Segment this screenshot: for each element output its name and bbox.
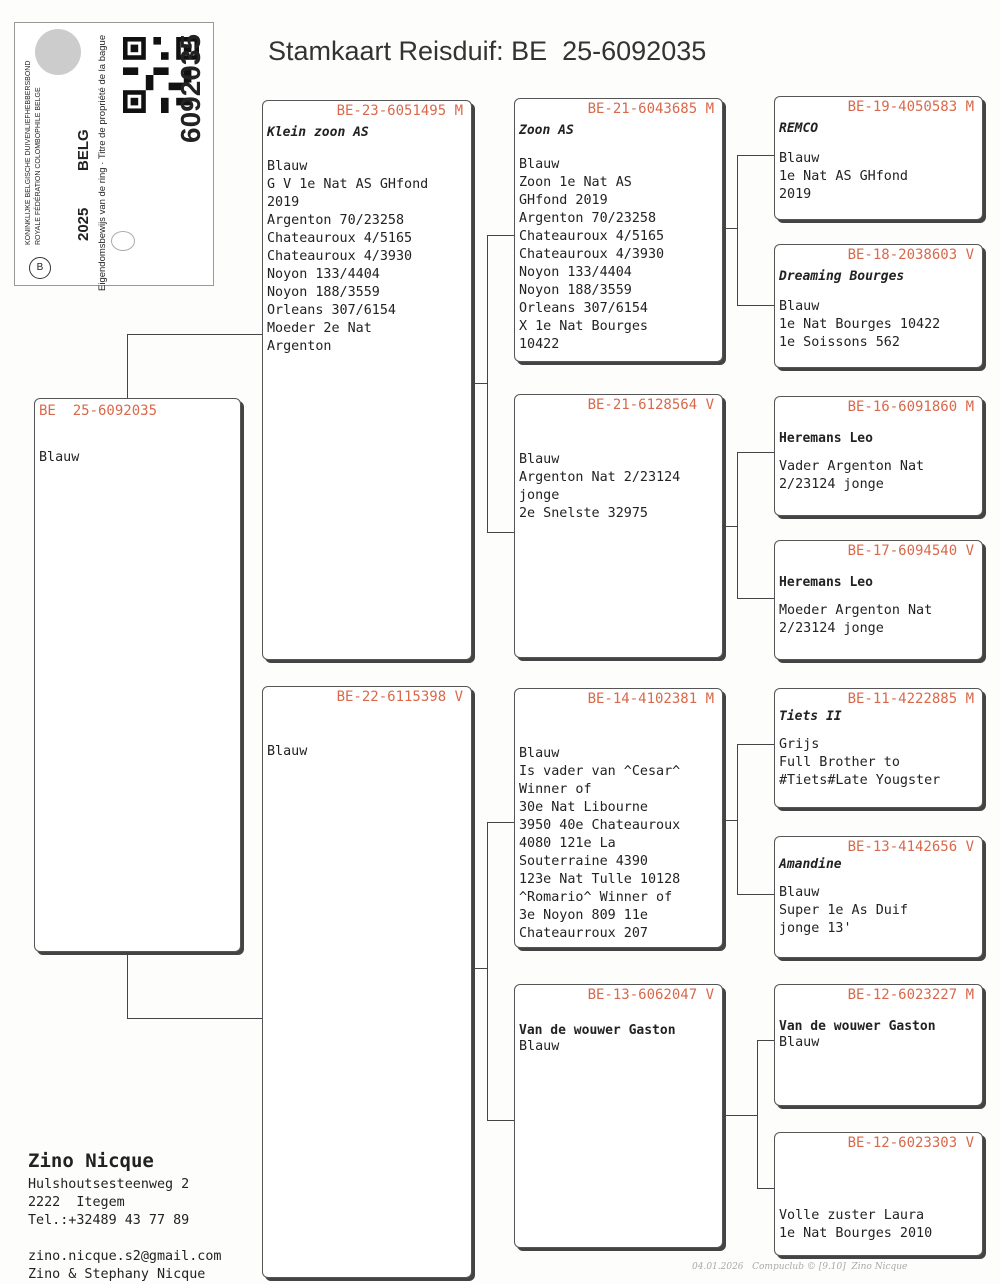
connector: [737, 155, 738, 305]
pigeon-card-sire-dam[interactable]: [514, 394, 723, 658]
connector: [127, 334, 128, 398]
pigeon-description: Blauw 1e Nat Bourges 10422 1e Soissons 562: [779, 299, 941, 350]
connector: [737, 452, 738, 598]
ring-number: BE-22-6115398 V: [336, 689, 463, 705]
pigeon-card-dam[interactable]: [262, 686, 472, 1278]
pigeon-card-sdd[interactable]: [774, 540, 983, 660]
pigeon-name: REMCO: [779, 121, 819, 136]
federation-emblem-icon: [35, 29, 81, 75]
pigeon-name: Tiets II: [779, 709, 842, 724]
connector: [472, 383, 487, 384]
connector: [757, 1188, 774, 1189]
ring-number: BE-21-6128564 V: [587, 397, 714, 413]
connector: [487, 235, 515, 236]
pigeon-description: Blauw Is vader van ^Cesar^ Winner of 30e Nat Libourne 3950 40e Chateauroux 4080 121e La Souterraine 4390 123e Nat Tulle 10128 ^Romario^ Winner of 3e Noyon 809 11e Chateaurroux 207: [519, 746, 681, 941]
connector: [723, 526, 737, 527]
owner-name: Zino Nicque: [28, 1150, 154, 1172]
page-title: Stamkaart Reisduif: BE 25-6092035: [268, 36, 707, 66]
pigeon-card-ssd[interactable]: [774, 244, 983, 368]
connector: [737, 894, 774, 895]
pigeon-name: Van de wouwer Gaston: [519, 1023, 676, 1038]
connector: [487, 822, 515, 823]
connector: [737, 744, 738, 894]
pigeon-description: Blauw: [519, 1039, 560, 1054]
pigeon-description: Blauw Argenton Nat 2/23124 jonge 2e Snelste 32975: [519, 452, 681, 521]
pigeon-card-ddd[interactable]: [774, 1132, 983, 1256]
ring-number: BE-14-4102381 M: [587, 691, 714, 707]
ring-country: BELG: [75, 129, 92, 171]
pigeon-card-subject[interactable]: [34, 398, 241, 952]
connector: [127, 952, 128, 1018]
connector: [487, 822, 488, 1120]
connector: [472, 968, 487, 969]
ring-hole: [111, 231, 135, 251]
connector: [723, 228, 737, 229]
ring-number: BE-23-6051495 M: [336, 103, 463, 119]
pigeon-card-dds[interactable]: [774, 984, 983, 1106]
pigeon-description: Blauw Zoon 1e Nat AS GHfond 2019 Argenton 70/23258 Chateauroux 4/5165 Chateauroux 4/3930 Noyon 133/4404 Noyon 188/3559 Orleans 307/6154 X 1e Nat Bourges 10422: [519, 157, 665, 352]
ring-tag: [14, 22, 214, 291]
ring-property-text: Eigendomsbewijs van de ring · Titre de propriété de la bague: [97, 34, 108, 291]
pigeon-card-sire-sire[interactable]: [514, 98, 723, 362]
footer-stamp: 04.01.2026 Compuclub © [9.10] Zino Nicque: [692, 1262, 908, 1272]
connector: [737, 305, 774, 306]
pigeon-card-dam-dam[interactable]: [514, 984, 723, 1248]
ring-number: BE-13-6062047 V: [587, 987, 714, 1003]
owner-city: 2222 Itegem: [28, 1195, 125, 1210]
connector: [487, 235, 488, 532]
pigeon-name: Klein zoon AS: [267, 125, 369, 140]
pigeon-description: Blauw Super 1e As Duif jonge 13': [779, 885, 908, 936]
connector: [487, 532, 515, 533]
federation-logo-icon: B: [29, 257, 51, 279]
pigeon-card-dam-sire[interactable]: [514, 688, 723, 948]
ring-number: BE-16-6091860 M: [847, 399, 974, 415]
connector: [737, 744, 774, 745]
pigeon-name: Zoon AS: [519, 123, 574, 138]
pigeon-description: Blauw G V 1e Nat AS GHfond 2019 Argenton 70/23258 Chateauroux 4/5165 Chateauroux 4/3930 Noyon 133/4404 Noyon 188/3559 Orleans 307/6154 Moeder 2e Nat Argenton: [267, 159, 429, 354]
pigeon-description: Volle zuster Laura 1e Nat Bourges 2010: [779, 1208, 933, 1241]
ring-number: BE-19-4050583 M: [847, 99, 974, 115]
owner-street: Hulshoutsesteenweg 2: [28, 1177, 190, 1192]
pigeon-card-dss[interactable]: [774, 688, 983, 808]
pigeon-card-dsd[interactable]: [774, 836, 983, 958]
connector: [127, 334, 264, 335]
pigeon-name: Dreaming Bourges: [779, 269, 905, 284]
pigeon-name: Amandine: [779, 857, 842, 872]
ring-number: BE-13-4142656 V: [847, 839, 974, 855]
ring-number: BE 25-6092035: [39, 403, 158, 419]
pigeon-description: Vader Argenton Nat 2/23124 jonge: [779, 459, 925, 492]
ring-number: BE-12-6023303 V: [847, 1135, 974, 1151]
ring-number: BE-11-4222885 M: [847, 691, 974, 707]
pigeon-card-sss[interactable]: [774, 96, 983, 220]
federation-name-nl: KONINKLIJKE BELGISCHE DUIVENLIEFHEBBERSBOND: [25, 60, 32, 245]
connector: [737, 598, 774, 599]
ring-number: BE-17-6094540 V: [847, 543, 974, 559]
ring-year: 2025: [75, 207, 92, 241]
pigeon-name: Heremans Leo: [779, 575, 873, 590]
pigeon-description: Blauw: [779, 1035, 820, 1050]
pigeon-description: Moeder Argenton Nat 2/23124 jonge: [779, 603, 933, 636]
owner-phone: Tel.:+32489 43 77 89: [28, 1213, 190, 1228]
pigeon-description: Grijs Full Brother to #Tiets#Late Yougster: [779, 737, 941, 788]
owner-info: [28, 1150, 221, 1284]
connector: [757, 1040, 774, 1041]
ring-number: BE-12-6023227 M: [847, 987, 974, 1003]
ring-number: BE-18-2038603 V: [847, 247, 974, 263]
ring-number: BE-21-6043685 M: [587, 101, 714, 117]
connector: [737, 155, 774, 156]
connector: [127, 1018, 264, 1019]
pigeon-card-sds[interactable]: [774, 396, 983, 516]
federation-name-fr: ROYALE FÉDÉRATION COLOMBOPHILE BELGE: [35, 87, 42, 245]
connector: [487, 1120, 515, 1121]
pigeon-description: Blauw: [267, 744, 308, 759]
pigeon-description: Blauw 1e Nat AS GHfond 2019: [779, 151, 908, 202]
ring-number: 6092035: [175, 33, 206, 143]
connector: [723, 1115, 757, 1116]
pigeon-description: Blauw: [39, 450, 80, 465]
connector: [737, 452, 774, 453]
connector: [757, 1040, 758, 1188]
pigeon-name: Heremans Leo: [779, 431, 873, 446]
pigeon-name: Van de wouwer Gaston: [779, 1019, 936, 1034]
connector: [723, 820, 737, 821]
owner-email: zino.nicque.s2@gmail.com: [28, 1249, 222, 1264]
pigeon-card-sire[interactable]: [262, 100, 472, 660]
owner-names: Zino & Stephany Nicque: [28, 1267, 206, 1282]
